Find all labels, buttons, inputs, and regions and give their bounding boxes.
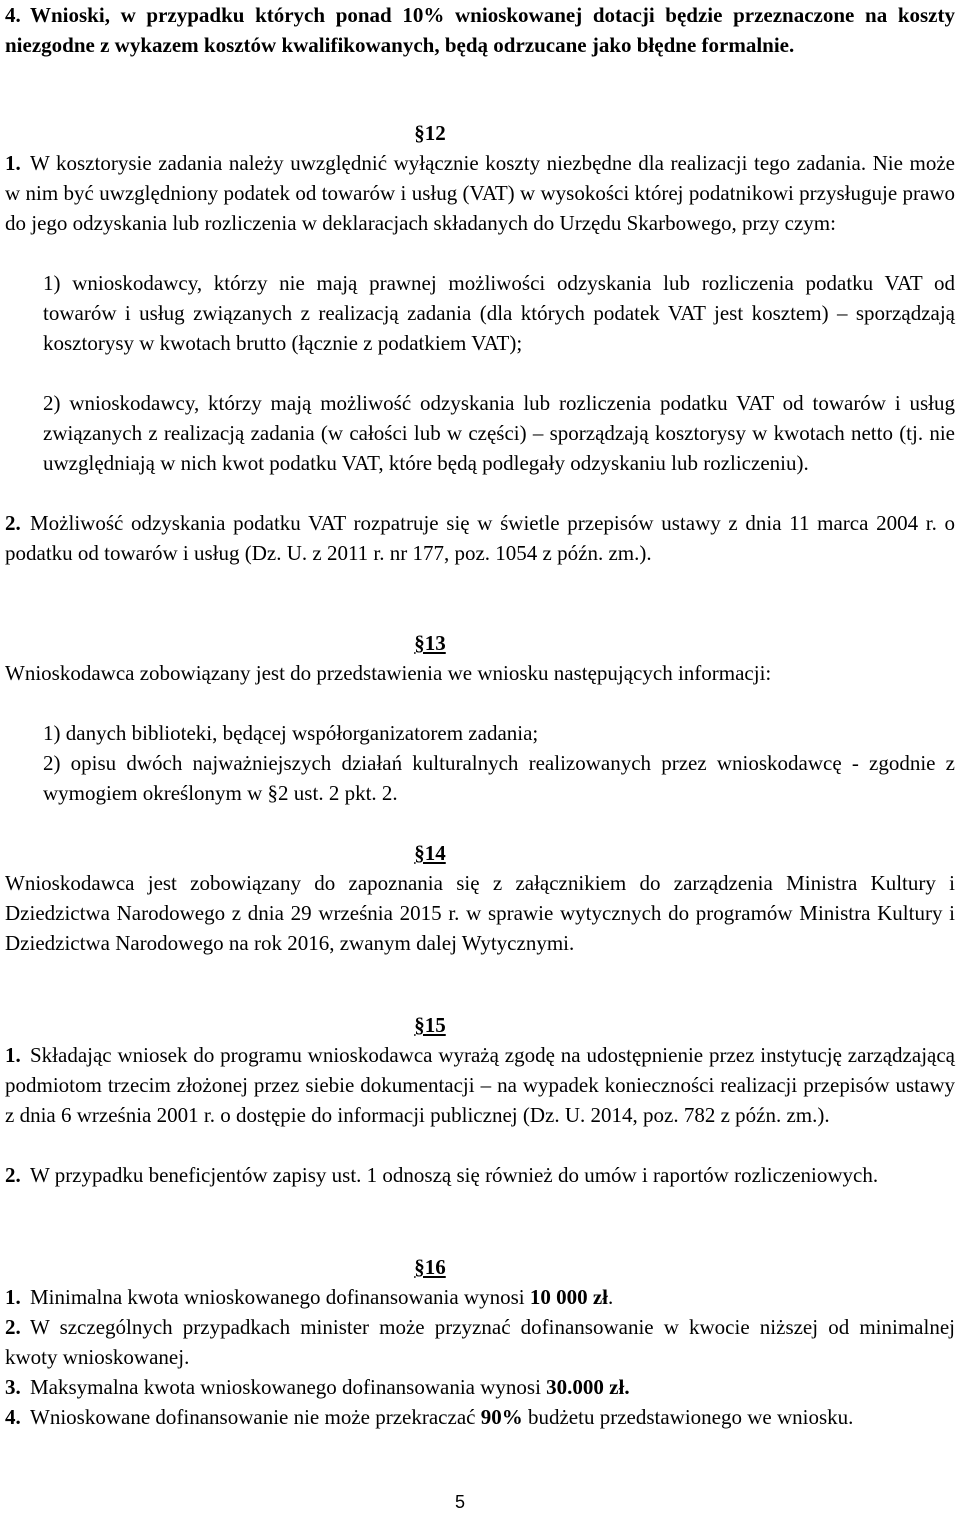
s12-sub2: 2) wnioskodawcy, którzy mają możliwość odzyskania lub rozliczenia podatku VAT od towarów i usług związanych z realizacją zadania (w całości lub w części) – sporządzają kosztorysy w kwotach netto (tj. nie uwzględniają w nich kwot podatku VAT, które będą podlegały odzyskaniu lub rozliczeniu). [43,391,955,475]
item-text: W przypadku beneficjentów zapisy ust. 1 odnoszą się również do umów i raportów rozliczeniowych. [30,1163,879,1187]
s15-item2 [5,1160,955,1190]
item-number: 2. [5,1163,21,1187]
item-text: Maksymalna kwota wnioskowanego dofinansowania wynosi [30,1375,547,1399]
page-number: 5 [454,1492,465,1512]
s13-sub1: 1) danych biblioteki, będącej współorganizatorem zadania; [43,721,539,745]
item-text: Wnioski, w przypadku których ponad 10% wnioskowanej dotacji będzie przeznaczone na koszty niezgodne z wykazem kosztów kwalifikowanych, będą odrzucane jako błędne formalnie. [5,3,955,57]
section-14-heading: §14 [414,841,446,865]
item-number: 2. [5,1315,21,1339]
s11-item4 [5,0,955,60]
s16-item1: 1. Minimalna kwota wnioskowanego dofinansowania wynosi 10 000 zł. [5,1282,955,1312]
section-16-heading: §16 [414,1255,446,1279]
item-number: 1. [5,1285,21,1309]
item-percent: 90% [480,1405,523,1429]
item-text: W kosztorysie zadania należy uwzględnić wyłącznie koszty niezbędne dla realizacji tego zadania. Nie może w nim być uwzględniony podatek od towarów i usług (VAT) w wysokości której podatnikowi przysługuje prawo do jego odzyskania lub rozliczenia w deklaracjach składanych do Urzędu Skarbowego, przy czym: [5,151,955,235]
s16-item2 [5,1312,955,1372]
item-number: 3. [5,1375,21,1399]
s12-item1 [5,148,955,238]
item-text: Minimalna kwota wnioskowanego dofinansowania wynosi [30,1285,530,1309]
s14-text: Wnioskodawca jest zobowiązany do zapoznania się z załącznikiem do zarządzenia Ministra Kultury i Dziedzictwa Narodowego z dnia 29 września 2015 r. w sprawie wytycznych do programów Ministra Kultury i Dziedzictwa Narodowego na rok 2016, zwanym dalej Wytycznymi. [5,871,955,955]
s16-item4: 4. Wnioskowane dofinansowanie nie może przekraczać 90% budżetu przedstawionego we wniosku. [5,1402,955,1432]
item-number: 2. [5,511,21,535]
s12-item2 [5,508,955,568]
item-text: Wnioskowane dofinansowanie nie może przekraczać [30,1405,481,1429]
section-13-heading: §13 [414,631,446,655]
item-number: 4. [5,1405,21,1429]
item-number: 4. [5,3,21,27]
item-number: 1. [5,151,21,175]
s16-item3 [5,1372,955,1402]
item-text: Składając wniosek do programu wnioskodawca wyrażą zgodę na udostępnienie przez instytucję zarządzającą podmiotom trzecim złożonej przez siebie dokumentacji – na wypadek konieczności realizacji przepisów ustawy z dnia 6 września 2001 r. o dostępie do informacji publicznej (Dz. U. 2014, poz. 782 z późn. zm.). [5,1043,955,1127]
s13-sub2: 2) opisu dwóch najważniejszych działań kulturalnych realizowanych przez wnioskodawcę - zgodnie z wymogiem określonym w §2 ust. 2 pkt. 2. [43,751,955,805]
item-number: 1. [5,1043,21,1067]
item-amount: 10 000 zł [529,1285,608,1309]
item-text: Możliwość odzyskania podatku VAT rozpatruje się w świetle przepisów ustawy z dnia 11 marca 2004 r. o podatku od towarów i usług (Dz. U. z 2011 r. nr 177, poz. 1054 z późn. zm.). [5,511,955,565]
s13-text: Wnioskodawca zobowiązany jest do przedstawienia we wniosku następujących informacji: [5,661,772,685]
section-15-heading: §15 [414,1013,446,1037]
item-amount: 30.000 zł. [546,1375,630,1399]
s15-item1 [5,1040,955,1130]
item-text: W szczególnych przypadkach minister może przyznać dofinansowanie w kwocie niższej od minimalnej kwoty wnioskowanej. [5,1315,955,1369]
section-12-heading: §12 [414,121,446,145]
s12-sub1: 1) wnioskodawcy, którzy nie mają prawnej możliwości odzyskania lub rozliczenia podatku VAT od towarów i usług związanych z realizacją zadania (dla których podatek VAT jest kosztem) – sporządzają kosztorysy w kwotach brutto (łącznie z podatkiem VAT); [43,271,955,355]
